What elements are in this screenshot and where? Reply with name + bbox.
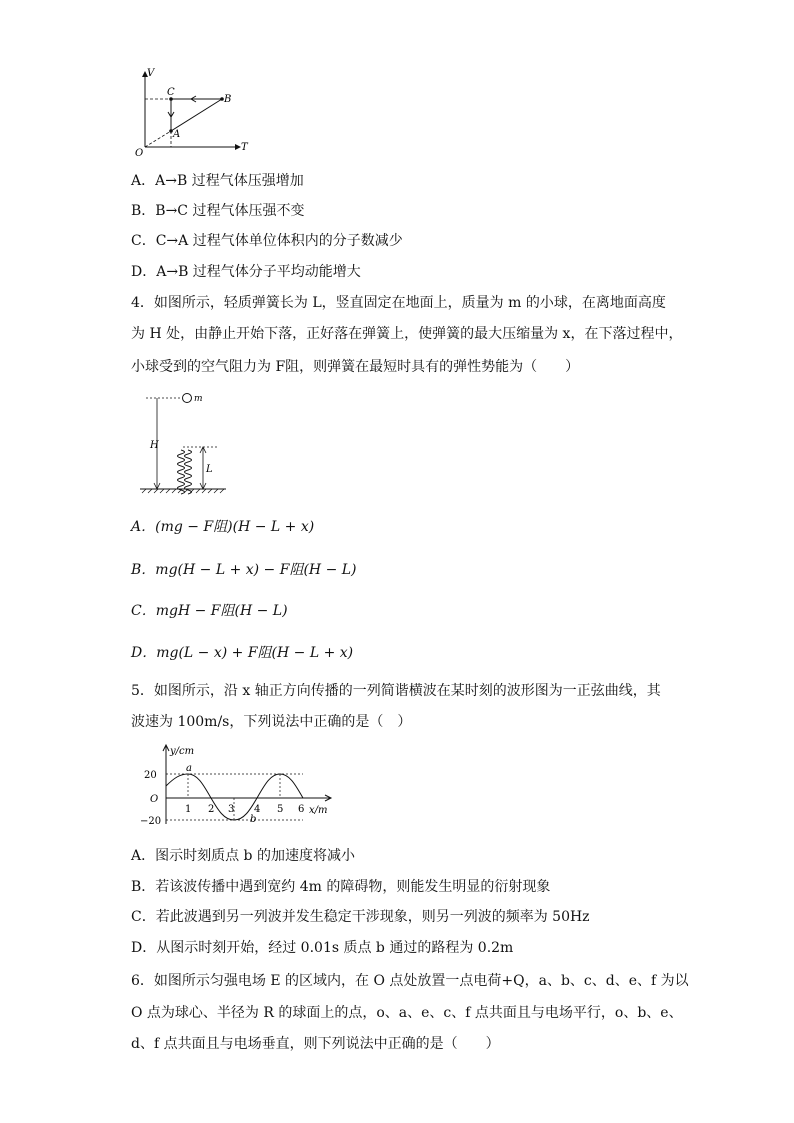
label-a: A [173, 129, 181, 140]
q4-option-d: D．mg(L − x) + F阻(H − L + x) [131, 645, 354, 661]
x-tick-2: 2 [208, 804, 215, 815]
x-tick-1: 1 [185, 804, 192, 815]
x-tick-4: 4 [254, 804, 261, 815]
q3-option-d: D．A→B 过程气体分子平均动能增大 [131, 264, 361, 280]
q4-stem-line1: 4．如图所示，轻质弹簧长为 L，竖直固定在地面上，质量为 m 的小球，在离地面高度 [131, 295, 666, 311]
x-tick-3: 3 [228, 804, 235, 815]
origin-label: O [135, 148, 144, 159]
y-axis-label: y/cm [170, 746, 195, 757]
height-label: H [150, 440, 159, 451]
q5-option-d: D．从图示时刻开始，经过 0.01s 质点 b 通过的路程为 0.2m [131, 940, 514, 956]
origin-label: O [150, 794, 159, 805]
spring-figure [138, 390, 233, 495]
q6-stem-line1: 6．如图所示匀强电场 E 的区域内，在 O 点处放置一点电荷+Q，a、b、c、d、e、f 为以 [131, 973, 689, 989]
label-c: C [167, 87, 175, 98]
segment-ab [171, 99, 222, 131]
t-axis-label: T [241, 142, 248, 153]
q3-option-c: C．C→A 过程气体单位体积内的分子数减少 [131, 233, 403, 249]
spring-coil [178, 450, 185, 494]
q4-stem-line2: 为 H 处，由静止开始下落，正好落在弹簧上，使弹簧的最大压缩量为 x，在下落过程中， [131, 326, 683, 342]
q6-stem-line3: d、f 点共面且与电场垂直，则下列说法中正确的是（ ） [131, 1036, 500, 1052]
q3-option-b: B．B→C 过程气体压强不变 [131, 203, 305, 219]
ball-label: m [194, 394, 203, 404]
q5-option-a: A．图示时刻质点 b 的加速度将减小 [131, 848, 355, 864]
spring-coil-2 [185, 450, 192, 494]
wave-graph [140, 742, 340, 830]
q3-option-a: A．A→B 过程气体压强增加 [131, 173, 304, 189]
q5-stem-line2: 波速为 100m/s，下列说法中正确的是（ ） [131, 714, 412, 730]
length-label: L [206, 464, 213, 475]
q5-option-b: B．若该波传播中遇到宽约 4m 的障碍物，则能发生明显的衍射现象 [131, 879, 551, 895]
y-tick-neg20: −20 [140, 816, 162, 827]
y-tick-20: 20 [144, 770, 157, 781]
v-axis-label: V [147, 68, 155, 79]
q6-stem-line2: O 点为球心、半径为 R 的球面上的点，o、a、e、c、f 点共面且与电场平行，o、b、e、 [131, 1005, 683, 1021]
x-tick-6: 6 [298, 804, 305, 815]
vt-graph [130, 64, 260, 159]
q5-stem-line1: 5．如图所示，沿 x 轴正方向传播的一列简谐横波在某时刻的波形图为一正弦曲线，其 [131, 683, 661, 699]
point-a-label: a [186, 763, 192, 774]
q4-option-b: B．mg(H − L + x) − F阻(H − L) [131, 562, 357, 578]
q4-option-c: C．mgH − F阻(H − L) [131, 603, 288, 619]
point-b-label: b [250, 814, 257, 825]
ball [183, 394, 192, 403]
q5-option-c: C．若此波遇到另一列波并发生稳定干涉现象，则另一列波的频率为 50Hz [131, 909, 590, 925]
x-axis-label: x/m [309, 805, 328, 816]
x-tick-5: 5 [277, 804, 284, 815]
q4-stem-line3: 小球受到的空气阻力为 F阻，则弹簧在最短时具有的弹性势能为（ ） [131, 359, 580, 375]
label-b: B [224, 94, 232, 105]
q4-option-a: A．(mg − F阻)(H − L + x) [131, 519, 315, 535]
dashed-extension [145, 131, 171, 147]
